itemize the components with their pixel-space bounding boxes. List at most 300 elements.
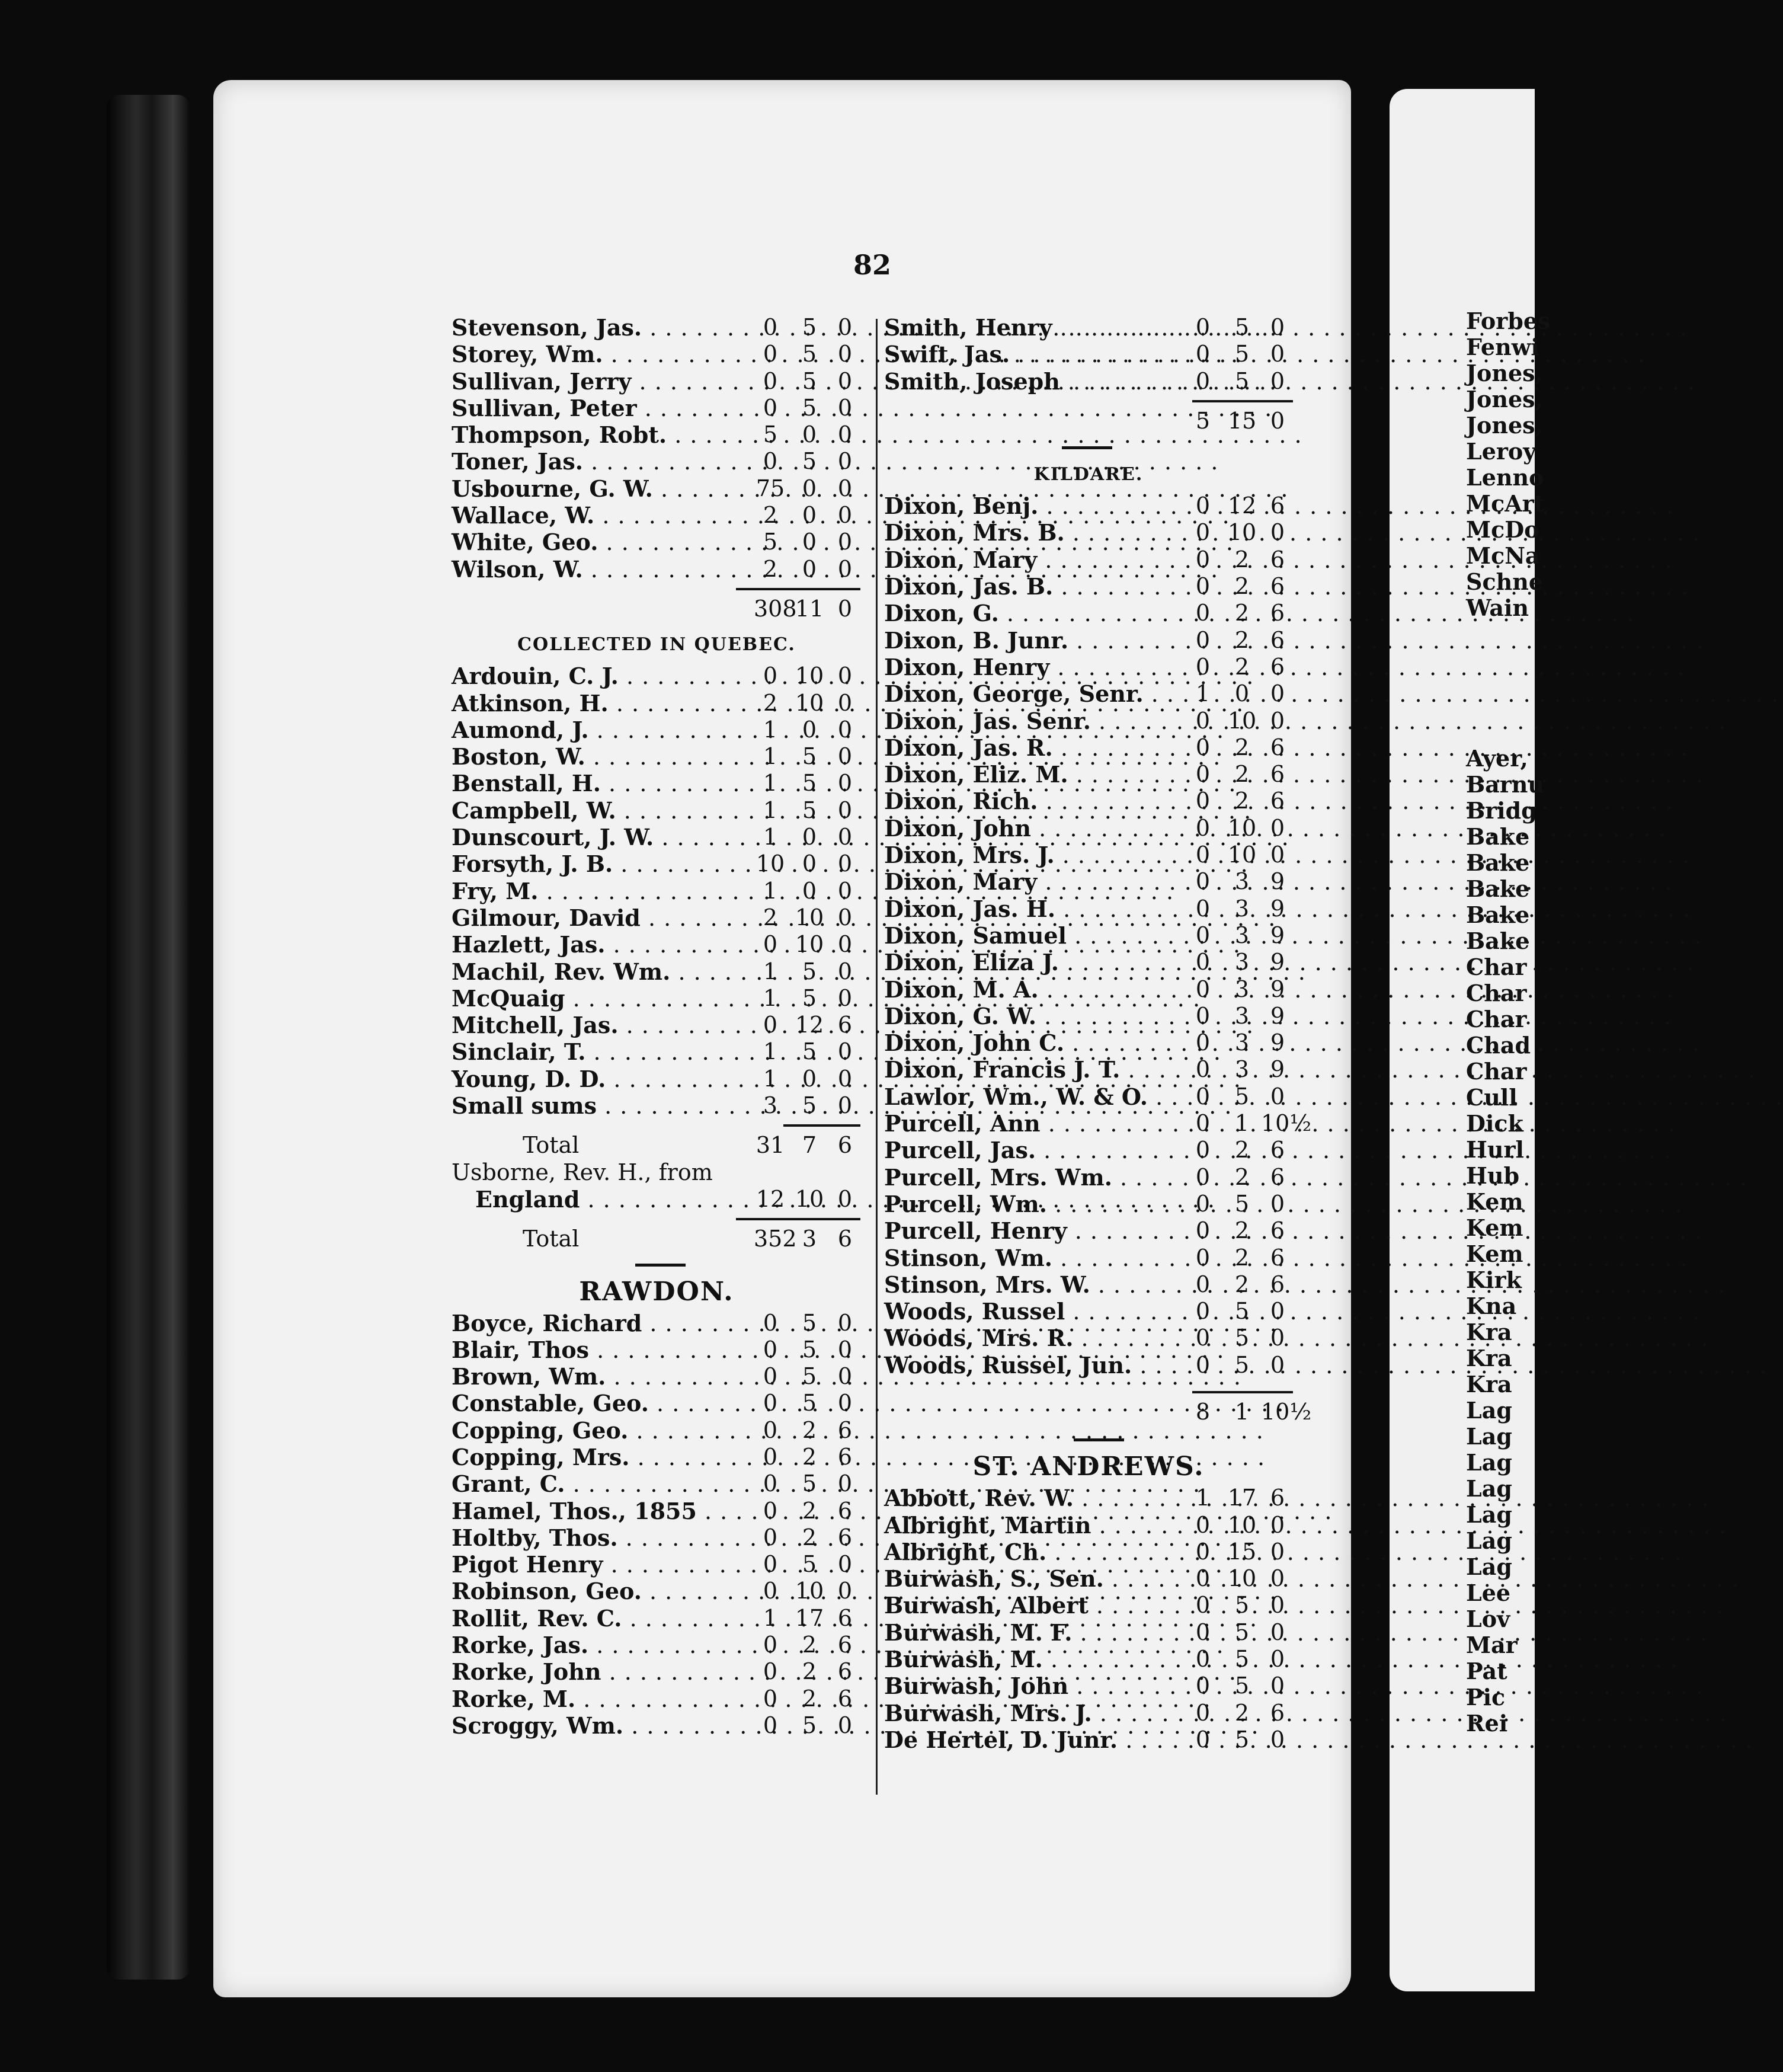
pounds-value: 0 — [1195, 1646, 1211, 1673]
contributor-name: Stinson, Mrs. W. . . . — [884, 1271, 1176, 1299]
pence-value: 6 — [1270, 1699, 1285, 1726]
list-item — [452, 1578, 862, 1604]
edge-fragment: Bake — [1466, 901, 1530, 928]
pounds-value: 0 — [1195, 1110, 1211, 1137]
book-binding — [107, 95, 190, 1980]
list-item — [452, 1551, 862, 1578]
shillings-value: 17 — [1227, 1485, 1257, 1511]
list-item — [884, 573, 1293, 600]
edge-fragment: McNa — [1466, 542, 1540, 569]
shillings-value: 5 — [1234, 1325, 1250, 1351]
list-item — [884, 1700, 1293, 1726]
pence-value: 0 — [1270, 1538, 1285, 1565]
pence-value: 0 — [837, 502, 853, 529]
pence-value: 0 — [837, 1309, 853, 1336]
pounds-value: 8 — [1195, 1398, 1211, 1425]
shillings-value: 1 — [1234, 1110, 1250, 1137]
pounds-value: 0 — [1195, 626, 1211, 653]
list-item — [452, 1336, 862, 1363]
shillings-value: 5 — [802, 770, 817, 797]
pence-value: 0 — [1270, 1592, 1285, 1619]
pounds-value: 0 — [1195, 1083, 1211, 1109]
list-item — [884, 341, 1293, 367]
pence-value: 0 — [837, 367, 853, 394]
list-item — [452, 502, 862, 529]
list-item — [884, 815, 1293, 842]
pounds-value: 2 — [763, 502, 778, 529]
list-item — [452, 1390, 862, 1416]
shillings-value: 5 — [802, 1038, 817, 1065]
list-item — [884, 680, 1293, 707]
shillings-value: 3 — [1234, 976, 1250, 1002]
pence-value: 0 — [837, 555, 853, 582]
contributor-name: Dixon, Jas. B. . . . — [884, 573, 1176, 600]
contributor-name: Lawlor, Wm., W. & O. . . . — [884, 1083, 1176, 1111]
shillings-value: 10 — [1227, 519, 1257, 546]
pence-value: 6 — [1270, 1271, 1285, 1297]
contributor-name: Thompson, Robt. . . . — [452, 421, 743, 449]
pence-value: 0 — [1270, 1190, 1285, 1217]
pounds-value: 0 — [1195, 519, 1211, 546]
edge-fragment: McDo — [1466, 516, 1539, 543]
contributor-name: Purcell, Wm. . . . — [884, 1191, 1176, 1218]
edge-fragment: Lov — [1466, 1606, 1510, 1632]
pounds-value: 1 — [763, 770, 778, 797]
shillings-value: 2 — [802, 1524, 817, 1550]
edge-fragment: Bridg — [1466, 797, 1537, 824]
contributor-name: Small sums . . . — [452, 1092, 743, 1120]
list-item — [452, 1524, 862, 1551]
pence-value: 0 — [837, 421, 853, 448]
pence-value: 0 — [1270, 1083, 1285, 1109]
list-item — [884, 788, 1293, 814]
shillings-value: 0 — [802, 716, 817, 743]
list-item — [884, 922, 1293, 949]
contributor-name: Boston, W. . . . — [452, 743, 743, 770]
list-item — [884, 1245, 1293, 1271]
contributor-name: Mitchell, Jas. . . . — [452, 1012, 743, 1039]
contributor-name: Burwash, John . . . — [884, 1673, 1176, 1700]
rule-line — [783, 1124, 860, 1127]
shillings-value: 10 — [1227, 1565, 1257, 1592]
list-item — [884, 1164, 1293, 1191]
edge-fragment: Pic — [1466, 1684, 1506, 1710]
list-item — [884, 627, 1293, 654]
pounds-value: 5 — [763, 529, 778, 555]
pence-value: 0 — [1270, 1726, 1285, 1753]
list-item — [452, 1092, 862, 1119]
edge-fragment: Lag — [1466, 1423, 1512, 1450]
edge-fragment: Bake — [1466, 849, 1530, 876]
contributor-name: Dixon, Mrs. B. . . . — [884, 519, 1176, 546]
list-item — [884, 546, 1293, 573]
pence-value: 0 — [837, 958, 853, 984]
contributor-name: Boyce, Richard . . . — [452, 1310, 743, 1337]
pounds-value: 0 — [763, 1336, 778, 1363]
pounds-value: 0 — [1195, 976, 1211, 1002]
edge-fragment: Forbes — [1466, 308, 1551, 334]
pounds-value: 0 — [1195, 314, 1211, 340]
section-heading-kildare: KILDARE. — [1033, 464, 1144, 485]
shillings-value: 5 — [1234, 1592, 1250, 1619]
pence-value: 0 — [1270, 1565, 1285, 1592]
pence-value: 9 — [1270, 949, 1285, 976]
pounds-value: 0 — [1195, 1137, 1211, 1163]
shillings-value: 10 — [1227, 814, 1257, 841]
pounds-value: 0 — [1195, 1271, 1211, 1297]
shillings-value: 10 — [1227, 1511, 1257, 1538]
edge-fragment: Barnu — [1466, 771, 1545, 798]
shillings-value: 3 — [1234, 1029, 1250, 1056]
total-rule — [884, 395, 1293, 408]
contributor-name: Storey, Wm. . . . — [452, 341, 743, 368]
list-item — [452, 529, 862, 555]
contributor-name: Burwash, M. F. . . . — [884, 1619, 1176, 1646]
contributor-name: Ardouin, C. J. . . . — [452, 663, 743, 690]
pence-value: 0 — [1270, 1351, 1285, 1378]
contributor-name: Woods, Russel . . . — [884, 1298, 1176, 1325]
shillings-value: 12 — [795, 1012, 824, 1038]
list-item — [884, 1726, 1293, 1753]
pounds-value: 0 — [1195, 1673, 1211, 1699]
pounds-value: 0 — [1195, 814, 1211, 841]
pounds-value: 0 — [1195, 1351, 1211, 1378]
shillings-value: 0 — [802, 421, 817, 448]
section-heading-st-andrews: ST. ANDREWS. — [972, 1451, 1205, 1482]
pence-value: 0 — [1270, 341, 1285, 367]
pence-value: 0 — [1270, 519, 1285, 546]
pounds-value: 0 — [1195, 1163, 1211, 1190]
pence-value: 0 — [837, 770, 853, 797]
shillings-value: 5 — [1234, 1190, 1250, 1217]
next-page-edge-text — [1466, 308, 1551, 1737]
contributor-name: De Hertel, D. Junr. . . . — [884, 1726, 1176, 1754]
contributor-name: Hamel, Thos., 1855 . . . — [452, 1498, 743, 1525]
pence-value: 0 — [837, 1038, 853, 1065]
shillings-value: 5 — [802, 341, 817, 367]
pence-value: 6 — [1270, 600, 1285, 626]
list-item — [884, 868, 1293, 895]
pence-value: 0 — [837, 716, 853, 743]
contributor-name: Gilmour, David . . . — [452, 904, 743, 932]
edge-fragment: Kem — [1466, 1240, 1523, 1267]
pence-value: 0 — [1270, 1325, 1285, 1351]
contributor-name: Sinclair, T. . . . — [452, 1038, 743, 1066]
pence-value: 0 — [1270, 814, 1285, 841]
shillings-value: 2 — [1234, 1699, 1250, 1726]
edge-fragment: Chad — [1466, 1032, 1531, 1059]
pounds-value: 5 — [763, 421, 778, 448]
pounds-value: 1 — [1195, 1485, 1211, 1511]
edge-fragment: Bake — [1466, 928, 1530, 954]
shillings-value: 3 — [1234, 895, 1250, 922]
pence-value: 0 — [837, 1578, 853, 1604]
shillings-value: 7 — [802, 1132, 817, 1159]
contributor-name: Sullivan, Peter . . . — [452, 395, 743, 422]
contributor-name: Dixon, M. A. . . . — [884, 976, 1176, 1003]
contributor-name: Copping, Geo. . . . — [452, 1417, 743, 1444]
shillings-value: 0 — [802, 877, 817, 904]
pence-value: 0 — [837, 904, 853, 931]
shillings-value: 5 — [802, 448, 817, 475]
edge-fragment: Ayer, — [1466, 745, 1528, 772]
separator-line — [635, 1264, 686, 1267]
contributor-name: Dunscourt, J. W. . . . — [452, 824, 743, 851]
pounds-value: 0 — [1195, 367, 1211, 394]
contributor-name: Dixon, George, Senr. . . . — [884, 680, 1176, 708]
edge-fragment: Wain — [1466, 594, 1529, 621]
shillings-value: 5 — [1234, 1083, 1250, 1109]
pence-value: 9 — [1270, 868, 1285, 895]
list-item — [452, 985, 862, 1012]
section-total — [884, 408, 1293, 434]
contributor-name: Rorke, John . . . — [452, 1658, 743, 1686]
pence-value: 6 — [837, 1524, 853, 1550]
pence-value: 6 — [1270, 1485, 1285, 1511]
edge-fragment: Kra — [1466, 1345, 1512, 1371]
pounds-value: 0 — [763, 1578, 778, 1604]
shillings-value: 5 — [802, 1470, 817, 1497]
pounds-value: 0 — [1195, 1726, 1211, 1753]
list-item — [884, 600, 1293, 626]
shillings-value: 2 — [1234, 761, 1250, 788]
contributor-name: Burwash, S., Sen. . . . — [884, 1565, 1176, 1593]
pence-value: 9 — [1270, 1056, 1285, 1083]
pounds-value: 0 — [1195, 895, 1211, 922]
pence-value: 0 — [837, 1092, 853, 1119]
pounds-value: 0 — [763, 367, 778, 394]
section-separator — [884, 1431, 1293, 1449]
section-separator — [452, 1256, 862, 1274]
shillings-value: 10 — [795, 1578, 824, 1604]
pounds-value: 0 — [1195, 1565, 1211, 1592]
section-separator — [884, 439, 1293, 457]
shillings-value: 2 — [802, 1685, 817, 1712]
contributor-name: Smith, Henry . . . — [884, 314, 1176, 341]
pence-value: 9 — [1270, 922, 1285, 948]
list-item — [884, 1217, 1293, 1244]
pounds-value: 0 — [1195, 1619, 1211, 1645]
pence-value: 10½ — [1261, 1110, 1312, 1137]
shillings-value: 5 — [802, 1390, 817, 1416]
pounds-value: 1 — [763, 877, 778, 904]
contributor-name: Dixon, Mrs. J. . . . — [884, 842, 1176, 869]
pounds-value: 0 — [763, 1390, 778, 1416]
pounds-value: 0 — [1195, 546, 1211, 573]
pence-value: 0 — [837, 1551, 853, 1578]
list-item — [452, 770, 862, 797]
pounds-value: 0 — [763, 931, 778, 958]
contributor-name: Forsyth, J. B. . . . — [452, 850, 743, 878]
pounds-value: 0 — [763, 1658, 778, 1685]
contributor-name: Dixon, Samuel . . . — [884, 922, 1176, 949]
shillings-value: 3 — [1234, 1056, 1250, 1083]
pounds-value: 0 — [763, 394, 778, 421]
shillings-value: 5 — [802, 1336, 817, 1363]
pounds-value: 0 — [1195, 573, 1211, 600]
contributor-name: Robinson, Geo. . . . — [452, 1578, 743, 1605]
edge-fragment: Bake — [1466, 823, 1530, 850]
contributor-name: Aumond, J. . . . — [452, 717, 743, 744]
pence-value: 0 — [837, 984, 853, 1011]
contributor-name: Burwash, Albert . . . — [884, 1592, 1176, 1619]
edge-fragment: Cull — [1466, 1084, 1518, 1111]
contributor-name: Blair, Thos . . . — [452, 1336, 743, 1364]
edge-fragment: Char — [1466, 1058, 1527, 1085]
shillings-value: 15 — [1227, 1538, 1257, 1565]
contributor-name: Copping, Mrs. . . . — [452, 1444, 743, 1471]
shillings-value: 2 — [802, 1632, 817, 1658]
pence-value: 6 — [1270, 573, 1285, 600]
shillings-value: 3 — [1234, 1002, 1250, 1029]
list-item — [452, 1444, 862, 1470]
pence-value: 0 — [837, 448, 853, 475]
total-rule — [452, 1119, 862, 1132]
contributor-name: Hazlett, Jas. . . . — [452, 931, 743, 958]
pounds-value: 1 — [763, 797, 778, 823]
shillings-value: 2 — [1234, 734, 1250, 760]
list-item — [884, 519, 1293, 546]
edge-fragment: Lenno — [1466, 464, 1544, 491]
pounds-value: 0 — [1195, 761, 1211, 788]
pence-value: 0 — [1270, 1673, 1285, 1699]
pounds-value: 0 — [1195, 1056, 1211, 1083]
shillings-value: 3 — [802, 1226, 817, 1252]
pence-value: 0 — [837, 1065, 853, 1092]
spacer — [884, 1425, 1293, 1431]
pounds-value: 0 — [763, 1632, 778, 1658]
contributor-name: Stevenson, Jas. . . . — [452, 314, 743, 341]
contributor-name: England . . . — [475, 1186, 767, 1213]
pounds-value: 3 — [763, 1092, 778, 1119]
rule-line — [1192, 400, 1293, 402]
pounds-value: 1 — [763, 824, 778, 850]
contributor-name: Rorke, Jas. . . . — [452, 1632, 743, 1659]
pence-value: 6 — [1270, 653, 1285, 680]
list-item — [884, 314, 1293, 341]
pounds-value: 1 — [763, 1604, 778, 1631]
pence-value: 0 — [837, 1470, 853, 1497]
list-item — [884, 1512, 1293, 1539]
list-item — [452, 368, 862, 395]
pounds-value: 0 — [763, 341, 778, 367]
list-item — [884, 1352, 1293, 1379]
total-rule — [452, 1213, 862, 1226]
pence-value: 6 — [1270, 734, 1285, 760]
contributor-name: Dixon, John C. . . . — [884, 1029, 1176, 1057]
contributor-name: Brown, Wm. . . . — [452, 1363, 743, 1390]
list-item — [884, 1325, 1293, 1351]
contributor-name: Dixon, Jas. H. . . . — [884, 896, 1176, 923]
pounds-value: 0 — [763, 1551, 778, 1578]
pence-value: 0 — [1270, 407, 1285, 434]
contributor-name: Dixon, Francis J. T. . . . — [884, 1056, 1176, 1083]
contributor-name: Purcell, Mrs. Wm. . . . — [884, 1164, 1176, 1191]
pence-value: 9 — [1270, 1029, 1285, 1056]
list-item — [884, 1485, 1293, 1511]
contributor-name: Dixon, Jas. Senr. . . . — [884, 708, 1176, 735]
pounds-value: 1 — [763, 1065, 778, 1092]
pence-value: 0 — [837, 689, 853, 716]
pence-value: 0 — [837, 850, 853, 877]
list-item — [884, 1646, 1293, 1673]
shillings-value: 0 — [802, 555, 817, 582]
contributor-name: Dixon, Mary . . . — [884, 546, 1176, 574]
list-item — [452, 475, 862, 502]
shillings-value: 10 — [795, 904, 824, 931]
contributor-name: Wilson, W. . . . — [452, 556, 743, 583]
contributor-name: Dixon, Rich. . . . — [884, 788, 1176, 815]
pence-value: 0 — [1270, 707, 1285, 734]
shillings-value: 5 — [802, 1309, 817, 1336]
list-item — [884, 1619, 1293, 1646]
contributor-name: Rorke, M. . . . — [452, 1686, 743, 1713]
pounds-value: 0 — [1195, 922, 1211, 948]
pounds-value: 0 — [1195, 1002, 1211, 1029]
pence-value: 0 — [1270, 680, 1285, 707]
shillings-value: 3 — [1234, 868, 1250, 895]
shillings-value: 5 — [802, 1551, 817, 1578]
contributor-name: Dixon, B. Junr. . . . — [884, 627, 1176, 654]
shillings-value: 2 — [1234, 573, 1250, 600]
contributor-name: Rollit, Rev. C. . . . — [452, 1605, 743, 1632]
pence-value: 6 — [1270, 1137, 1285, 1163]
edge-fragment: Hurl — [1466, 1136, 1524, 1163]
shillings-value: 10 — [1227, 842, 1257, 868]
list-item — [452, 663, 862, 689]
edge-fragment: Pat — [1466, 1658, 1507, 1684]
shillings-value: 5 — [802, 984, 817, 1011]
pounds-value: 2 — [763, 555, 778, 582]
pounds-value: 0 — [763, 1416, 778, 1443]
edge-fragment: Schne — [1466, 568, 1544, 595]
total-label: Total — [523, 1226, 580, 1252]
usborne-line-1 — [452, 1159, 862, 1186]
rule-line — [736, 1218, 860, 1220]
pounds-value: 1 — [763, 984, 778, 1011]
pounds-value: 0 — [1195, 1538, 1211, 1565]
contributor-name: Purcell, Henry . . . — [884, 1217, 1176, 1245]
contributor-name: Burwash, M. . . . — [884, 1646, 1176, 1673]
pence-value: 6 — [1270, 788, 1285, 814]
shillings-value: 5 — [1234, 1646, 1250, 1673]
shillings-value: 2 — [802, 1658, 817, 1685]
pence-value: 9 — [1270, 1002, 1285, 1029]
shillings-value: 3 — [1234, 949, 1250, 976]
pounds-value: 0 — [763, 314, 778, 340]
list-item — [452, 1470, 862, 1497]
contributor-name: Swift, Jas. . . . — [884, 341, 1176, 368]
pounds-value: 0 — [763, 448, 778, 475]
list-item — [452, 797, 862, 824]
total-rule — [452, 583, 862, 596]
shillings-value: 5 — [802, 394, 817, 421]
quebec-total — [452, 1132, 862, 1159]
pence-value: 6 — [1270, 626, 1285, 653]
pounds-value: 0 — [1195, 1298, 1211, 1325]
pence-value: 0 — [837, 743, 853, 770]
shillings-value: 2 — [1234, 600, 1250, 626]
list-item — [884, 842, 1293, 868]
list-item — [452, 824, 862, 850]
pence-value: 0 — [1270, 1511, 1285, 1538]
grand-total — [452, 1226, 862, 1252]
list-item — [452, 1417, 862, 1444]
shillings-value: 15 — [1227, 407, 1257, 434]
spacer — [884, 434, 1293, 439]
shillings-value: 2 — [1234, 788, 1250, 814]
shillings-value: 3 — [1234, 922, 1250, 948]
